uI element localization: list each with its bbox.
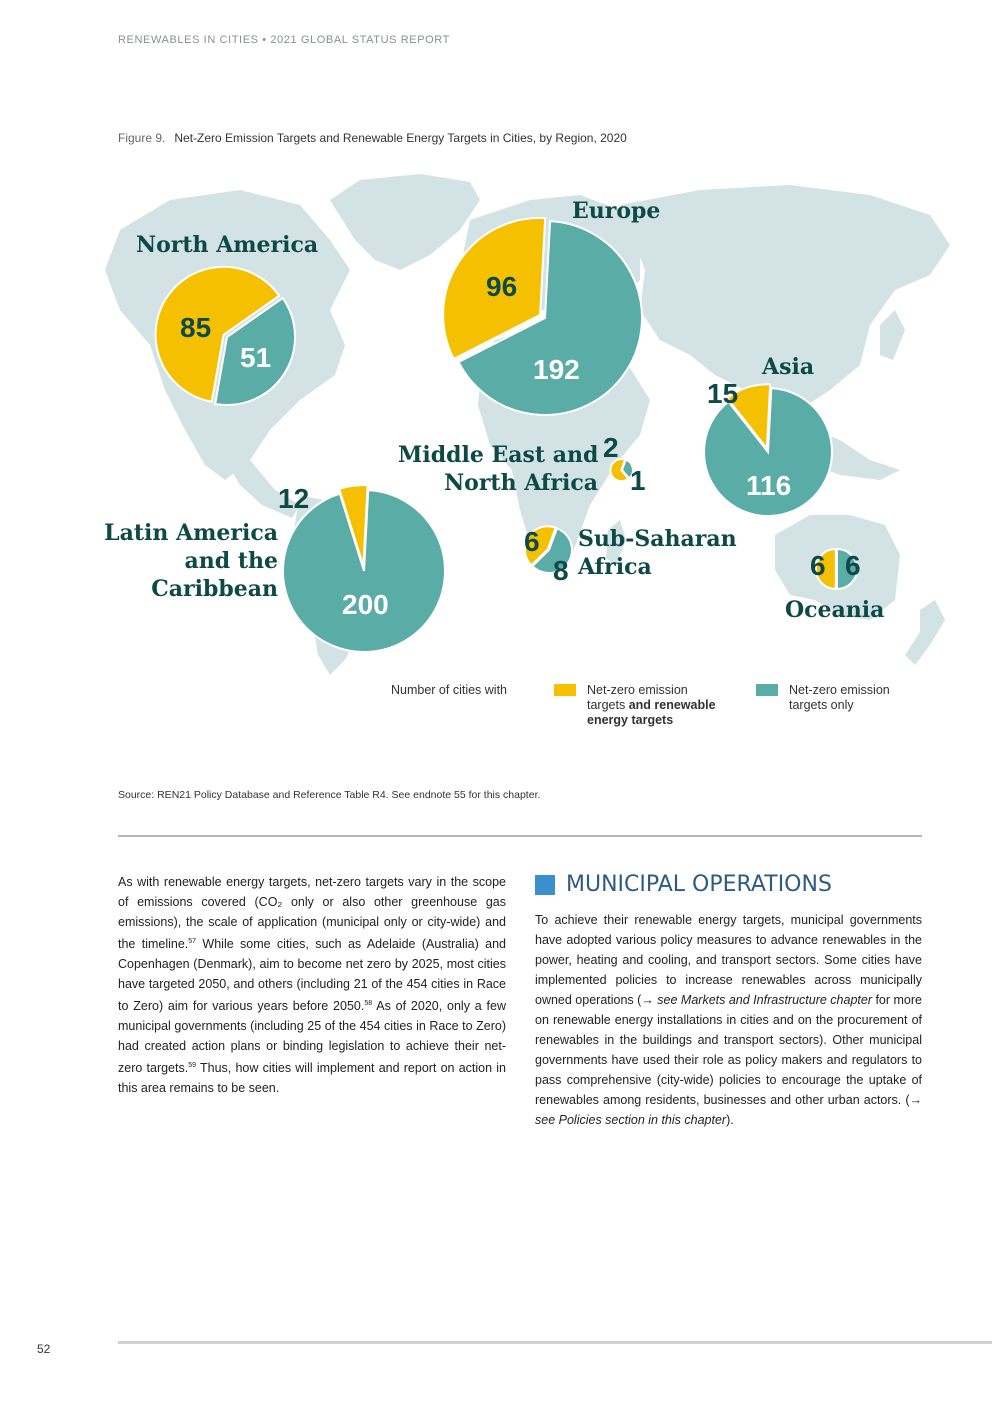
legend-text-both xyxy=(587,683,716,728)
label-sub-saharan-africa xyxy=(578,525,737,581)
label-asia: Asia xyxy=(762,354,815,380)
footer-rule xyxy=(118,1341,992,1344)
divider xyxy=(118,835,922,837)
label-ssa-line1: Sub-Saharan xyxy=(578,526,737,552)
body-right-t2: for more on renewable energy installations in cities and on the procurement of renewables in the buildings and transport sectors). Other municipal governments have used their role as policy makers and regulators to pass comprehensive (city-wide) policies to encourage the uptake of renewables among residents, businesses and other urban actors. (→ xyxy=(535,993,922,1107)
endnote-57[interactable]: 57 xyxy=(188,938,197,945)
legend-netzero-line2: targets only xyxy=(789,698,854,712)
value-asia-both: 15 xyxy=(707,378,739,409)
value-mena-both: 2 xyxy=(603,432,619,463)
value-latam-both: 12 xyxy=(278,483,310,514)
page-number: 52 xyxy=(37,1342,51,1356)
body-text-left xyxy=(118,872,506,1098)
body-left-p2: While some cities, such as Adelaide (Australia) and Copenhagen (Denmark), aim to become net zero by 2025, most cities have targeted 2050, and others (including 21 of the 454 cities in Race to Zero) aim for various years before 2050. xyxy=(118,937,506,1014)
body-left-p1: As with renewable energy targets, net-zero targets vary in the scope of emissions covered (CO₂ only or also other greenhouse gas emissions), the scale of application (municipal only or city-wide) and the timeline. xyxy=(118,875,506,952)
figure-caption xyxy=(118,131,627,145)
heading-square-icon xyxy=(535,875,555,895)
value-oceania-netzero: 6 xyxy=(845,550,861,581)
label-latam-line3: Caribbean xyxy=(151,576,278,602)
legend-swatch-yellow xyxy=(554,684,576,696)
label-north-america: North America xyxy=(136,232,319,258)
figure-number: Figure 9. xyxy=(118,131,166,145)
crossref-markets-link[interactable]: see Markets and Infrastructure chapter xyxy=(657,993,872,1007)
figure-title: Net-Zero Emission Targets and Renewable Energy Targets in Cities, by Region, 2020 xyxy=(174,131,627,145)
legend-text-netzero-only xyxy=(789,683,890,713)
crossref-policies-link[interactable]: see Policies section in this chapter xyxy=(535,1113,727,1127)
running-header: RENEWABLES IN CITIES • 2021 GLOBAL STATUS REPORT xyxy=(118,34,450,46)
body-left-p3: As of 2020, only a few municipal governments (including 25 of the 454 cities in Race to Zero) had created action plans or binding legislation to achieve their net-zero targets. xyxy=(118,999,506,1076)
legend-both-line1: Net-zero emission xyxy=(587,683,688,697)
legend-swatch-teal xyxy=(756,684,778,696)
value-europe-both: 96 xyxy=(486,271,518,302)
value-north-america-netzero: 51 xyxy=(240,342,272,373)
label-mena xyxy=(398,441,598,497)
section-heading xyxy=(535,872,832,897)
endnote-58[interactable]: 58 xyxy=(364,1000,373,1008)
legend-both-line2 xyxy=(587,698,716,713)
figure-source: Source: REN21 Policy Database and Reference Table R4. See endnote 55 for this chapter. xyxy=(118,789,541,801)
label-latam-line1: Latin America xyxy=(104,520,278,546)
label-mena-line2: North Africa xyxy=(444,470,598,496)
value-asia-netzero: 116 xyxy=(746,470,792,501)
value-europe-netzero: 192 xyxy=(533,354,580,385)
section-heading-text: MUNICIPAL OPERATIONS xyxy=(566,872,832,897)
legend-both-line2-bold: and renewable xyxy=(628,698,716,712)
value-ssa-both: 6 xyxy=(524,526,540,557)
value-mena-netzero: 1 xyxy=(630,465,646,496)
label-latam-line2: and the xyxy=(184,548,278,574)
legend-netzero-line1: Net-zero emission xyxy=(789,683,890,697)
label-europe: Europe xyxy=(572,198,661,224)
legend-both-line3: energy targets xyxy=(587,713,674,727)
value-latam-netzero: 200 xyxy=(342,589,389,620)
body-text-right xyxy=(535,910,922,1130)
legend-title: Number of cities with xyxy=(391,683,508,697)
value-oceania-both: 6 xyxy=(810,550,826,581)
legend-both-line2-normal: targets xyxy=(587,698,629,712)
value-ssa-netzero: 8 xyxy=(553,555,569,586)
label-ssa-line2: Africa xyxy=(578,554,652,580)
label-oceania: Oceania xyxy=(785,597,885,623)
body-right-t1: To achieve their renewable energy targets, municipal governments have adopted various policy measures to advance renewables in the power, heating and cooling, and transport sectors. Some cities have implemented policies to increase renewables across municipally owned operations (→ xyxy=(535,913,922,1007)
label-mena-line1: Middle East and xyxy=(398,442,599,468)
body-left-p4: Thus, how cities will implement and report on action in this area remains to be seen. xyxy=(118,1061,506,1096)
label-latin-america xyxy=(100,519,278,603)
body-right-t3: ). xyxy=(726,1113,734,1127)
value-north-america-both: 85 xyxy=(180,312,212,343)
endnote-59[interactable]: 59 xyxy=(188,1062,197,1070)
